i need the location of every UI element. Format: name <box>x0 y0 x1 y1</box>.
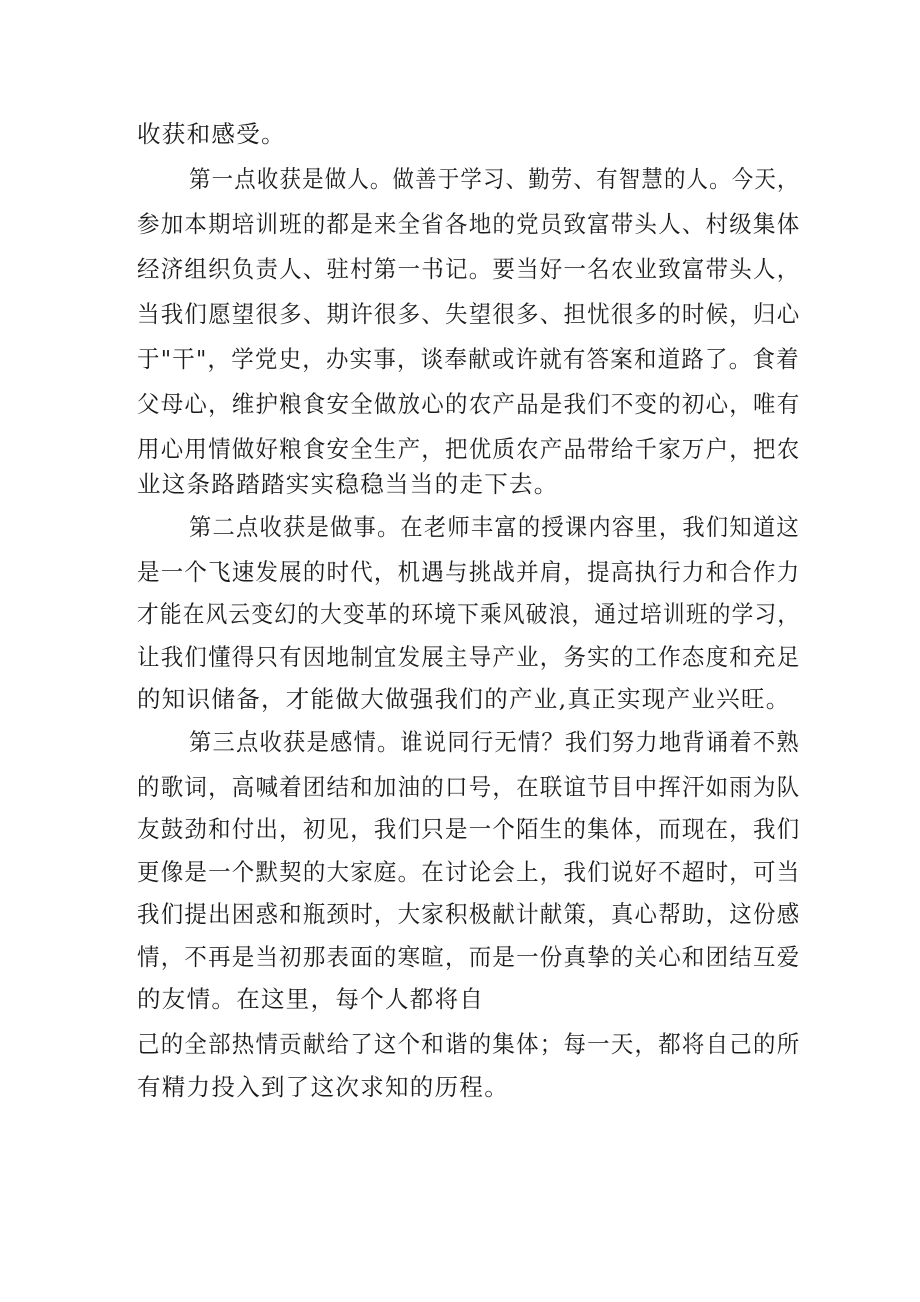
text-line-7: 父母心，维护粮食安全做放心的农产品是我们不变的初心，唯有 <box>137 390 801 418</box>
text-line-16: 的歌词，高喊着团结和加油的口号，在联谊节目中挥汗如雨为队 <box>137 773 801 801</box>
text-line-2: 第一点收获是做人。做善于学习、勤劳、有智慧的人。今天， <box>189 165 800 193</box>
text-line-17: 友鼓劲和付出，初见，我们只是一个陌生的集体，而现在，我们 <box>137 815 801 843</box>
text-line-23: 有精力投入到了这次求知的历程。 <box>137 1073 509 1101</box>
text-line-11: 是一个飞速发展的时代，机遇与挑战并肩，提高执行力和合作力 <box>137 558 801 586</box>
text-line-8: 用心用情做好粮食安全生产，把优质农产品带给千家万户，把农 <box>137 435 801 463</box>
text-line-20: 情，不再是当初那表面的寒暄，而是一份真挚的关心和团结互爱 <box>137 943 801 971</box>
text-line-3: 参加本期培训班的都是来全省各地的党员致富带头人、村级集体 <box>137 210 801 238</box>
text-line-15: 第三点收获是感情。谁说同行无情？我们努力地背诵着不熟 <box>189 728 800 756</box>
text-line-18: 更像是一个默契的大家庭。在讨论会上，我们说好不超时，可当 <box>137 858 801 886</box>
text-line-13: 让我们懂得只有因地制宜发展主导产业，务实的工作态度和充足 <box>137 643 801 671</box>
text-line-14: 的知识储备，才能做大做强我们的产业,真正实现产业兴旺。 <box>137 685 791 713</box>
text-line-4: 经济组织负责人、驻村第一书记。要当好一名农业致富带头人， <box>137 255 801 283</box>
text-line-19: 我们提出困惑和瓶颈时，大家积极献计献策，真心帮助，这份感 <box>137 900 801 928</box>
text-line-9: 业这条路踏踏实实稳稳当当的走下去。 <box>137 470 559 498</box>
text-line-21: 的友情。在这里，每个人都将自 <box>137 985 485 1013</box>
text-line-6: 于"干"，学党史，办实事，谈奉献或许就有答案和道路了。食着 <box>137 345 800 373</box>
text-line-1: 收获和感受。 <box>137 120 286 148</box>
text-line-12: 才能在风云变幻的大变革的环境下乘风破浪，通过培训班的学习， <box>137 600 801 628</box>
text-line-10: 第二点收获是做事。在老师丰富的授课内容里，我们知道这 <box>189 513 800 541</box>
text-line-5: 当我们愿望很多、期许很多、失望很多、担忧很多的时候，归心 <box>137 300 801 328</box>
text-line-22: 己的全部热情贡献给了这个和谐的集体；每一天，都将自己的所 <box>137 1030 801 1058</box>
